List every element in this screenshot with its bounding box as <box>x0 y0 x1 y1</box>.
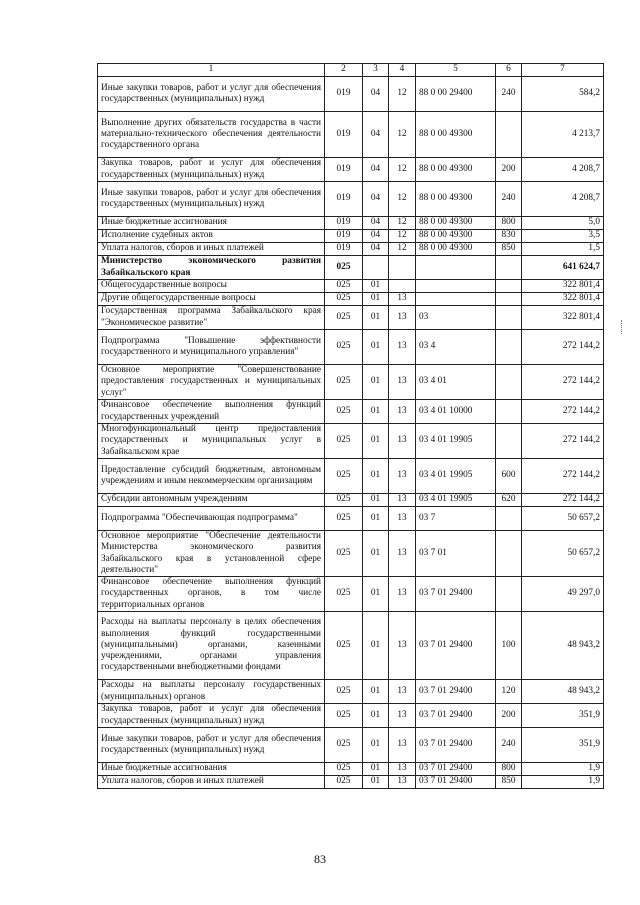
cell-section: 01 <box>363 704 389 728</box>
table-row <box>98 728 604 763</box>
cell-admin-code: 025 <box>325 612 363 680</box>
cell-expense-type: 120 <box>496 680 522 704</box>
cell-name: Уплата налогов, сборов и иных платежей <box>98 776 325 789</box>
cell-amount: 1,9 <box>522 776 604 789</box>
cell-expense-type <box>496 400 522 424</box>
cell-amount: 322 801,4 <box>522 306 604 330</box>
cell-expense-type <box>496 577 522 612</box>
cell-name: Государственная программа Забайкальского края "Экономическое развитие" <box>98 306 325 330</box>
cell-expense-type <box>496 306 522 330</box>
cell-name: Расходы на выплаты персоналу государственных (муниципальных) органов <box>98 680 325 704</box>
cell-subsection: 13 <box>389 293 416 306</box>
cell-target-article: 03 4 <box>416 330 496 365</box>
cell-name: Министерство экономического развития Забайкальского края <box>98 256 325 280</box>
cell-amount: 272 144,2 <box>522 400 604 424</box>
cell-section: 04 <box>363 77 389 112</box>
cell-expense-type <box>496 293 522 306</box>
cell-subsection: 13 <box>389 728 416 763</box>
cell-subsection: 12 <box>389 217 416 230</box>
cell-target-article: 88 0 00 49300 <box>416 217 496 230</box>
cell-amount: 272 144,2 <box>522 494 604 507</box>
cell-section: 01 <box>363 459 389 494</box>
cell-admin-code: 025 <box>325 763 363 776</box>
cell-amount: 4 208,7 <box>522 182 604 217</box>
cell-subsection: 12 <box>389 230 416 243</box>
header-col-section: 3 <box>363 64 389 77</box>
cell-admin-code: 025 <box>325 531 363 577</box>
cell-subsection <box>389 280 416 293</box>
cell-section: 01 <box>363 776 389 789</box>
cell-name: Основное мероприятие "Обеспечение деятельности Министерства экономического развития Забайкальского края в установленной сфере деятельности" <box>98 531 325 577</box>
cell-target-article: 03 7 01 29400 <box>416 577 496 612</box>
cell-target-article: 88 0 00 49300 <box>416 158 496 182</box>
cell-amount: 48 943,2 <box>522 680 604 704</box>
cell-subsection: 13 <box>389 494 416 507</box>
cell-subsection: 13 <box>389 763 416 776</box>
header-col-name: 1 <box>98 64 325 77</box>
cell-target-article: 03 7 01 29400 <box>416 680 496 704</box>
cell-admin-code: 025 <box>325 400 363 424</box>
cell-admin-code: 019 <box>325 243 363 256</box>
cell-amount: 1,5 <box>522 243 604 256</box>
cell-subsection: 13 <box>389 365 416 400</box>
cell-subsection: 12 <box>389 112 416 158</box>
cell-name: Предоставление субсидий бюджетным, автономным учреждениям и иным некоммерческим организациям <box>98 459 325 494</box>
cell-section: 01 <box>363 577 389 612</box>
cell-name: Иные закупки товаров, работ и услуг для обеспечения государственных (муниципальных) нужд <box>98 77 325 112</box>
cell-expense-type: 600 <box>496 459 522 494</box>
cell-section: 01 <box>363 293 389 306</box>
table-row <box>98 577 604 612</box>
header-col-subsection: 4 <box>389 64 416 77</box>
cell-section: 01 <box>363 280 389 293</box>
header-col-expense-type: 6 <box>496 64 522 77</box>
cell-amount: 351,9 <box>522 728 604 763</box>
cell-target-article <box>416 280 496 293</box>
cell-target-article: 03 7 01 29400 <box>416 612 496 680</box>
cell-expense-type: 200 <box>496 704 522 728</box>
cell-target-article: 88 0 00 29400 <box>416 77 496 112</box>
cell-subsection: 13 <box>389 330 416 365</box>
cell-expense-type <box>496 531 522 577</box>
cell-section: 04 <box>363 158 389 182</box>
cell-subsection: 13 <box>389 306 416 330</box>
cell-admin-code: 025 <box>325 365 363 400</box>
cell-subsection: 13 <box>389 459 416 494</box>
cell-expense-type <box>496 424 522 459</box>
table-row <box>98 280 604 293</box>
cell-amount: 3,5 <box>522 230 604 243</box>
cell-amount: 49 297,0 <box>522 577 604 612</box>
cell-section: 01 <box>363 424 389 459</box>
cell-amount: 272 144,2 <box>522 424 604 459</box>
cell-name: Многофункциональный центр предоставления государственных и муниципальных услуг в Забайкальском крае <box>98 424 325 459</box>
table-row <box>98 680 604 704</box>
cell-target-article: 03 7 01 <box>416 531 496 577</box>
cell-admin-code: 025 <box>325 680 363 704</box>
cell-section: 01 <box>363 494 389 507</box>
cell-amount: 50 657,2 <box>522 531 604 577</box>
cell-admin-code: 025 <box>325 577 363 612</box>
cell-amount: 4 213,7 <box>522 112 604 158</box>
table-row <box>98 306 604 330</box>
cell-target-article <box>416 293 496 306</box>
cell-subsection: 13 <box>389 680 416 704</box>
cell-subsection: 13 <box>389 612 416 680</box>
table-row <box>98 230 604 243</box>
cell-name: Иные закупки товаров, работ и услуг для обеспечения государственных (муниципальных) нужд <box>98 182 325 217</box>
cell-expense-type: 830 <box>496 230 522 243</box>
cell-admin-code: 025 <box>325 306 363 330</box>
table-row <box>98 365 604 400</box>
cell-expense-type <box>496 507 522 531</box>
table-row <box>98 459 604 494</box>
cell-section: 04 <box>363 112 389 158</box>
cell-expense-type: 850 <box>496 776 522 789</box>
cell-section: 01 <box>363 612 389 680</box>
header-col-target-article: 5 <box>416 64 496 77</box>
table-row <box>98 704 604 728</box>
cell-expense-type: 200 <box>496 158 522 182</box>
cell-target-article: 03 4 01 <box>416 365 496 400</box>
cell-expense-type <box>496 112 522 158</box>
table-row <box>98 612 604 680</box>
cell-target-article: 03 4 01 10000 <box>416 400 496 424</box>
cell-name: Финансовое обеспечение выполнения функций государственных органов, в том числе территориальных органов <box>98 577 325 612</box>
table-row <box>98 330 604 365</box>
cell-name: Финансовое обеспечение выполнения функций государственных учреждений <box>98 400 325 424</box>
scan-edge-mark <box>621 320 624 334</box>
table-row <box>98 293 604 306</box>
cell-admin-code: 025 <box>325 776 363 789</box>
table-row <box>98 531 604 577</box>
cell-section: 01 <box>363 680 389 704</box>
cell-name: Субсидии автономным учреждениям <box>98 494 325 507</box>
page-number: 83 <box>314 852 326 866</box>
cell-target-article: 03 7 01 29400 <box>416 776 496 789</box>
table-body <box>98 77 604 789</box>
cell-expense-type: 240 <box>496 77 522 112</box>
cell-amount: 4 208,7 <box>522 158 604 182</box>
table-row <box>98 77 604 112</box>
table-row <box>98 217 604 230</box>
cell-target-article: 88 0 00 49300 <box>416 112 496 158</box>
cell-name: Выполнение других обязательств государства в части материально-технического обеспечения деятельности государственного органа <box>98 112 325 158</box>
cell-subsection: 12 <box>389 243 416 256</box>
cell-name: Подпрограмма "Обеспечивающая подпрограмма" <box>98 507 325 531</box>
table-row <box>98 424 604 459</box>
cell-subsection: 13 <box>389 776 416 789</box>
table-row <box>98 400 604 424</box>
cell-target-article: 03 4 01 19905 <box>416 424 496 459</box>
cell-admin-code: 025 <box>325 330 363 365</box>
cell-amount: 351,9 <box>522 704 604 728</box>
cell-expense-type: 800 <box>496 763 522 776</box>
cell-expense-type: 100 <box>496 612 522 680</box>
cell-name: Иные бюджетные ассигнования <box>98 217 325 230</box>
cell-target-article: 03 <box>416 306 496 330</box>
header-col-admin: 2 <box>325 64 363 77</box>
cell-expense-type: 620 <box>496 494 522 507</box>
table-row <box>98 776 604 789</box>
cell-section: 04 <box>363 230 389 243</box>
cell-admin-code: 025 <box>325 424 363 459</box>
table-row <box>98 763 604 776</box>
cell-section: 01 <box>363 728 389 763</box>
cell-expense-type: 240 <box>496 182 522 217</box>
cell-admin-code: 025 <box>325 728 363 763</box>
cell-section: 04 <box>363 217 389 230</box>
cell-subsection: 12 <box>389 182 416 217</box>
cell-amount: 322 801,4 <box>522 293 604 306</box>
cell-subsection: 13 <box>389 704 416 728</box>
cell-expense-type <box>496 330 522 365</box>
cell-subsection: 12 <box>389 158 416 182</box>
cell-admin-code: 025 <box>325 256 363 280</box>
cell-section: 01 <box>363 531 389 577</box>
cell-subsection: 12 <box>389 77 416 112</box>
cell-target-article <box>416 256 496 280</box>
cell-target-article: 03 7 <box>416 507 496 531</box>
cell-subsection: 13 <box>389 531 416 577</box>
cell-target-article: 03 7 01 29400 <box>416 704 496 728</box>
cell-section: 01 <box>363 763 389 776</box>
table-row <box>98 158 604 182</box>
cell-section: 04 <box>363 243 389 256</box>
cell-admin-code: 025 <box>325 507 363 531</box>
table-row <box>98 182 604 217</box>
cell-name: Иные закупки товаров, работ и услуг для обеспечения государственных (муниципальных) нужд <box>98 728 325 763</box>
cell-admin-code: 019 <box>325 158 363 182</box>
cell-target-article: 03 7 01 29400 <box>416 763 496 776</box>
cell-expense-type <box>496 280 522 293</box>
cell-target-article: 03 7 01 29400 <box>416 728 496 763</box>
cell-subsection: 13 <box>389 577 416 612</box>
cell-name: Исполнение судебных актов <box>98 230 325 243</box>
cell-admin-code: 025 <box>325 704 363 728</box>
cell-expense-type: 850 <box>496 243 522 256</box>
cell-section: 01 <box>363 365 389 400</box>
cell-name: Расходы на выплаты персоналу в целях обеспечения выполнения функций государственными (муниципальными) органами, казенными учреждениями, органами управления государственными внебюджетными фондами <box>98 612 325 680</box>
cell-expense-type <box>496 365 522 400</box>
table-row <box>98 256 604 280</box>
cell-admin-code: 025 <box>325 494 363 507</box>
cell-name: Общегосударственные вопросы <box>98 280 325 293</box>
cell-amount: 48 943,2 <box>522 612 604 680</box>
cell-expense-type: 800 <box>496 217 522 230</box>
cell-amount: 641 624,7 <box>522 256 604 280</box>
cell-name: Иные бюджетные ассигнования <box>98 763 325 776</box>
cell-name: Другие общегосударственные вопросы <box>98 293 325 306</box>
cell-subsection <box>389 256 416 280</box>
table-row <box>98 507 604 531</box>
cell-admin-code: 025 <box>325 459 363 494</box>
cell-admin-code: 019 <box>325 230 363 243</box>
cell-amount: 272 144,2 <box>522 365 604 400</box>
cell-admin-code: 025 <box>325 280 363 293</box>
cell-admin-code: 025 <box>325 293 363 306</box>
cell-target-article: 88 0 00 49300 <box>416 230 496 243</box>
cell-name: Уплата налогов, сборов и иных платежей <box>98 243 325 256</box>
cell-target-article: 03 4 01 19905 <box>416 494 496 507</box>
cell-name: Подпрограмма "Повышение эффективности государственного и муниципального управления" <box>98 330 325 365</box>
cell-section: 01 <box>363 400 389 424</box>
cell-expense-type: 240 <box>496 728 522 763</box>
cell-target-article: 88 0 00 49300 <box>416 182 496 217</box>
cell-amount: 584,2 <box>522 77 604 112</box>
cell-admin-code: 019 <box>325 217 363 230</box>
cell-amount: 272 144,2 <box>522 330 604 365</box>
cell-amount: 5,0 <box>522 217 604 230</box>
budget-table <box>97 63 604 789</box>
cell-section: 04 <box>363 182 389 217</box>
cell-subsection: 13 <box>389 424 416 459</box>
table-row <box>98 112 604 158</box>
table-row <box>98 494 604 507</box>
header-col-amount: 7 <box>522 64 604 77</box>
cell-section: 01 <box>363 507 389 531</box>
cell-admin-code: 019 <box>325 77 363 112</box>
cell-name: Закупка товаров, работ и услуг для обеспечения государственных (муниципальных) нужд <box>98 704 325 728</box>
table-row <box>98 243 604 256</box>
cell-section: 01 <box>363 330 389 365</box>
cell-admin-code: 019 <box>325 182 363 217</box>
cell-section <box>363 256 389 280</box>
cell-name: Основное мероприятие "Совершенствование предоставления государственных и муниципальных услуг" <box>98 365 325 400</box>
cell-amount: 322 801,4 <box>522 280 604 293</box>
cell-admin-code: 019 <box>325 112 363 158</box>
cell-amount: 50 657,2 <box>522 507 604 531</box>
cell-subsection: 13 <box>389 507 416 531</box>
cell-amount: 1,9 <box>522 763 604 776</box>
cell-amount: 272 144,2 <box>522 459 604 494</box>
cell-target-article: 88 0 00 49300 <box>416 243 496 256</box>
cell-expense-type <box>496 256 522 280</box>
cell-target-article: 03 4 01 19905 <box>416 459 496 494</box>
table-header-row <box>98 64 604 77</box>
cell-section: 01 <box>363 306 389 330</box>
cell-name: Закупка товаров, работ и услуг для обеспечения государственных (муниципальных) нужд <box>98 158 325 182</box>
cell-subsection: 13 <box>389 400 416 424</box>
